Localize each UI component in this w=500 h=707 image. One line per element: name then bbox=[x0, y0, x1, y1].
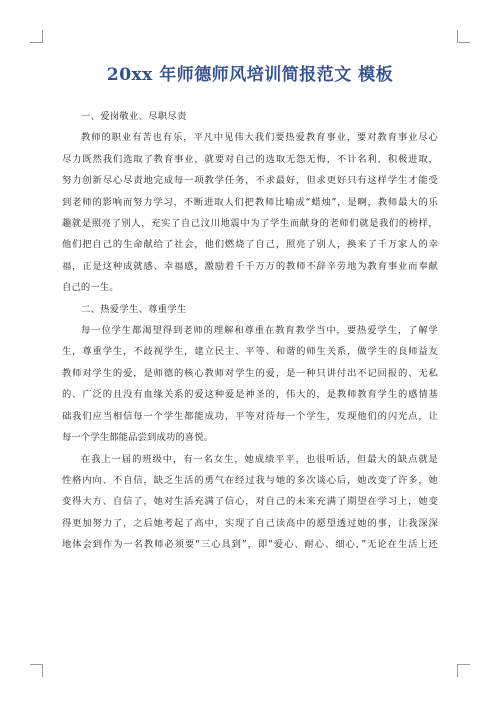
crop-mark-bottom-right bbox=[457, 664, 470, 677]
text-line: 生，尊重学生，不歧视学生，建立民主、平等、和谐的师生关系，做学生的良师益友 bbox=[62, 346, 438, 358]
text-line: 他们把自己的生命献给了社会，他们燃烧了自己，照亮了别人，换来了千万家人的幸 bbox=[62, 239, 438, 251]
crop-mark-top-right bbox=[457, 30, 470, 43]
text-line: 尽力既然我们选取了教育事业，就要对自己的选取无怨无悔，不计名利，积极进取， bbox=[62, 153, 438, 165]
section-heading: 一、爱岗敬业、尽职尽责 bbox=[81, 111, 187, 122]
paragraph bbox=[62, 320, 438, 448]
text-line: 得更加努力了，之后她考起了高中，实现了自己读高中的愿望透过她的事，让我深深 bbox=[62, 517, 438, 529]
text-line: 福，正是这种成就感、幸福感，激励着千千万万的教师不辞辛劳地为教育事业而奉献 bbox=[62, 260, 438, 272]
text-line: 到老师的影响而努力学习，不断进取人们把教师比喻成“蜡烛”，是啊，教师最大的乐 bbox=[62, 196, 438, 208]
text-line: 教师的职业有苦也有乐，平凡中见伟大我们要热爱教育事业，要对教育事业尽心 bbox=[81, 132, 438, 144]
text-line: 础我们应当相信每一个学生都能成功，平等对待每一个学生，发现他们的闪光点，让 bbox=[62, 410, 438, 422]
text-line: 变得大方、自信了，她对生活充满了信心，对自己的未来充满了期望在学习上，她变 bbox=[62, 496, 438, 508]
text-line: 的、广泛的且没有血缘关系的爱这种爱是神圣的，伟大的，是教师教育学生的感情基 bbox=[62, 389, 438, 401]
text-line: 教师对学生的爱，是师德的核心教师对学生的爱，是一种只讲付出不记回报的、无私 bbox=[62, 367, 438, 379]
section-heading: 二、热爱学生、尊重学生 bbox=[81, 303, 187, 315]
document-body bbox=[62, 106, 438, 556]
text-line: 每一位学生都渴望得到老师的理解和尊重在教育教学当中，要热爱学生，了解学 bbox=[81, 325, 438, 337]
crop-mark-bottom-left bbox=[30, 664, 43, 677]
paragraph bbox=[62, 127, 438, 298]
text-line: 在我上一届的班级中，有一名女生，她成绩平平，也很听话，但最大的缺点就是 bbox=[81, 453, 438, 465]
text-line: 自己的一生。 bbox=[62, 282, 119, 294]
text-line: 努力创新尽心尽责地完成每一项教学任务，不求最好，但求更好只有这样学生才能受 bbox=[62, 175, 438, 187]
document-title: 20xx 年师德师风培训简报范文 模板 bbox=[106, 65, 394, 85]
text-line: 性格内向、不自信，缺乏生活的勇气在经过我与她的多次谈心后，她改变了许多，她 bbox=[62, 474, 438, 486]
paragraph bbox=[62, 449, 438, 556]
crop-mark-top-left bbox=[30, 30, 43, 43]
text-line: 地体会到作为一名教师必须要“三心具到”，即“爱心、耐心、细心，”无论在生活上还 bbox=[62, 539, 438, 551]
text-line: 趣就是照亮了别人，充实了自己汶川地震中为了学生而献身的老师们就是我们的榜样， bbox=[62, 218, 438, 230]
text-line: 每一个学生都能品尝到成功的喜悦。 bbox=[62, 432, 214, 444]
